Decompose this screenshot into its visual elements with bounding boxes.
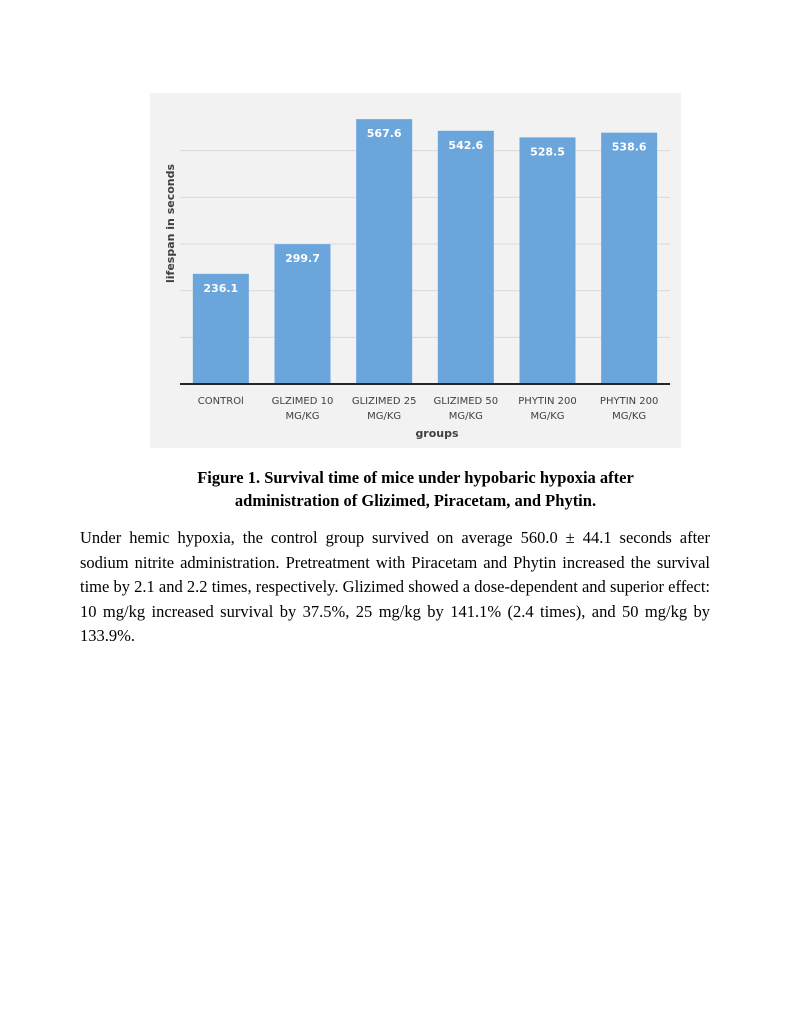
x-tick-label: GLIZIMED 25	[351, 396, 417, 407]
bar	[520, 137, 576, 384]
x-tick-label: PHYTIN 200	[599, 396, 659, 407]
x-tick-label: MG/KG	[448, 411, 483, 422]
bar-chart	[150, 93, 681, 448]
x-tick-label: MG/KG	[367, 411, 402, 422]
bar	[438, 131, 494, 384]
bar-value-label: 528.5	[530, 145, 565, 159]
x-tick-label: GLZIMED 10	[271, 396, 334, 407]
bars	[193, 119, 657, 384]
bar-value-label: 538.6	[611, 140, 647, 154]
body-paragraph: Under hemic hypoxia, the control group survived on average 560.0 ± 44.1 seconds after sodium nitrite administration. Pretreatment with Piracetam and Phytin increased the survival time by 2.1 and 2.2 times, respectively. Glizimed showed a dose-dependent and superior effect: 10 mg/kg increased survival by 37.5%, 25 mg/kg by 141.1% (2.4 times), and 50 mg/kg by 133.9%.	[80, 528, 710, 645]
x-tick-label: CONTROl	[197, 396, 244, 407]
bar	[601, 133, 657, 384]
chart-svg	[150, 93, 681, 448]
bar-value-label: 236.1	[203, 281, 239, 295]
bar-value-label: 299.7	[285, 252, 320, 266]
x-tick-label: MG/KG	[530, 411, 565, 422]
figure-caption-line-1: Figure 1. Survival time of mice under hypobaric hypoxia after	[197, 468, 634, 487]
x-tick-labels	[198, 396, 659, 422]
figure-caption-line-2: administration of Glizimed, Piracetam, and Phytin.	[234, 491, 597, 510]
grid-lines	[180, 151, 670, 338]
x-tick-label: PHYTIN 200	[518, 396, 577, 407]
x-tick-label: GLIZIMED 50	[433, 396, 499, 407]
bar-value-label: 567.6	[366, 127, 402, 141]
bar	[356, 119, 412, 384]
y-axis-label: lifespan in seconds	[164, 163, 177, 283]
x-tick-label: MG/KG	[612, 411, 647, 422]
figure-caption	[150, 466, 681, 512]
x-tick-label: MG/KG	[285, 411, 320, 422]
x-axis-label: groups	[415, 427, 459, 440]
bar-value-label: 542.6	[448, 138, 484, 152]
